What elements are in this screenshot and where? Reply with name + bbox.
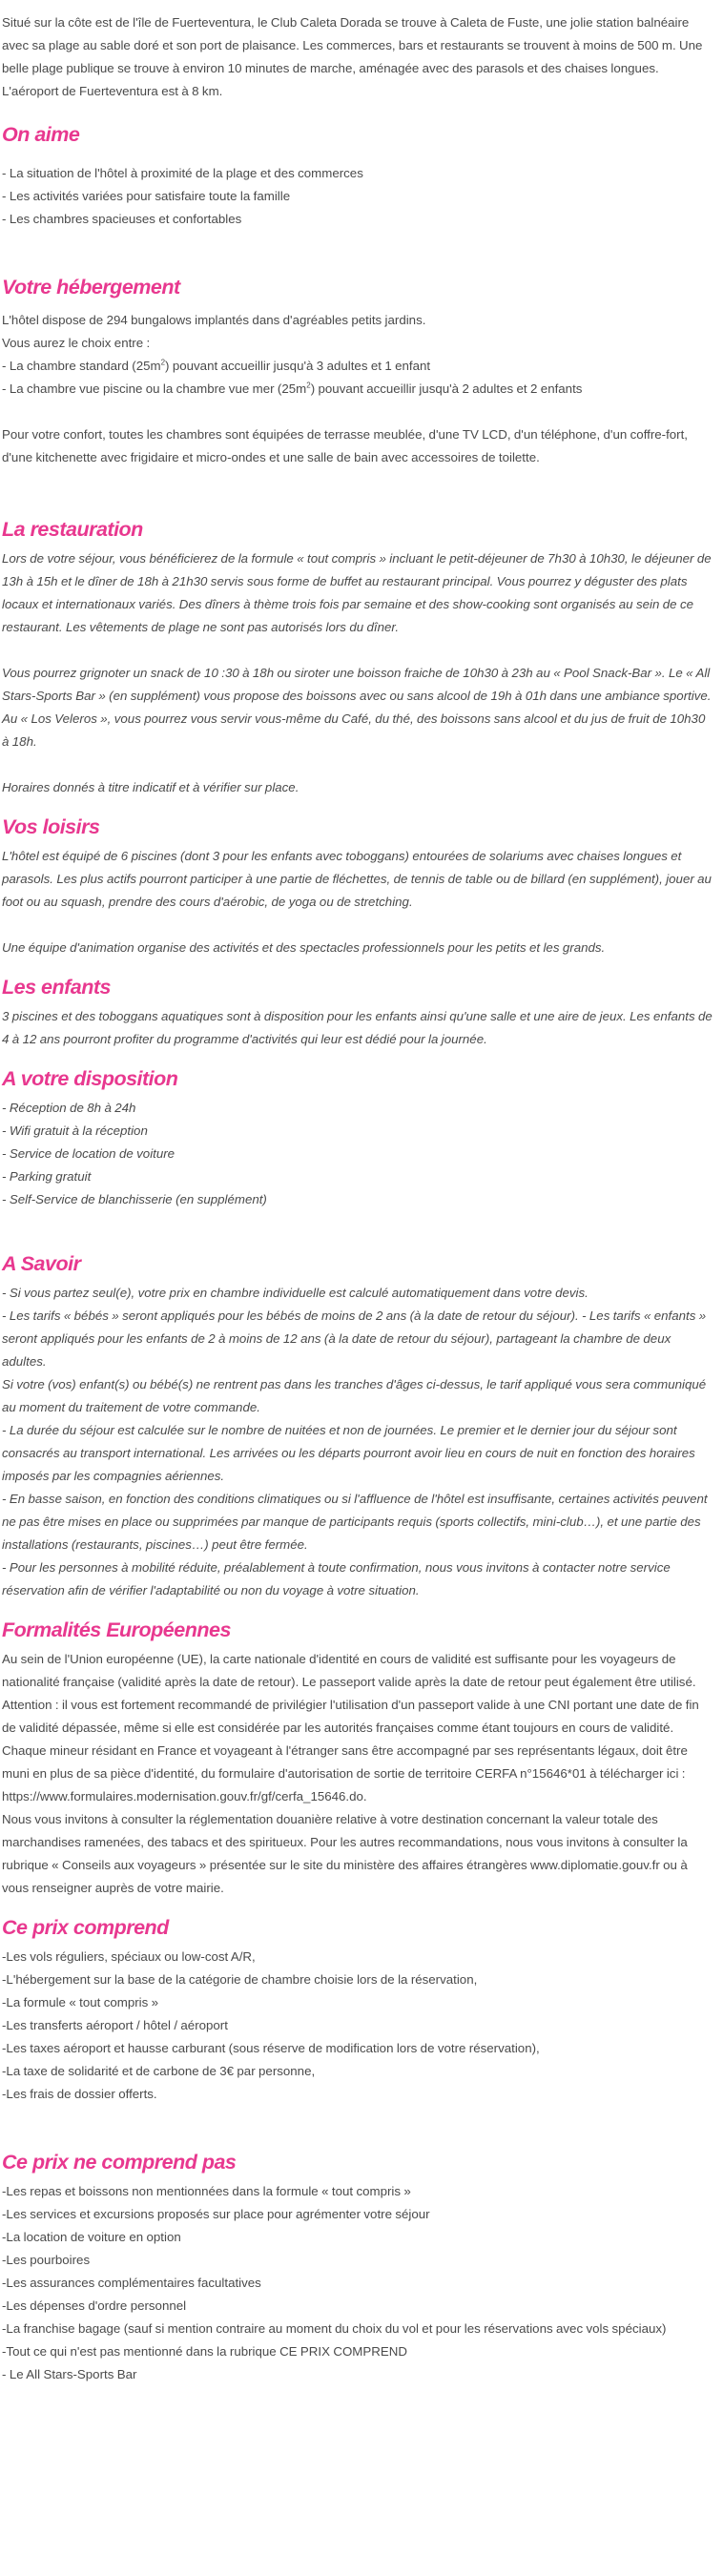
superscript: 2 bbox=[306, 381, 311, 390]
list-item: -Les pourboires bbox=[2, 2253, 91, 2267]
savoir-paragraph: - La durée du séjour est calculée sur le nombre de nuitées et non de journées. Le premier et le dernier jour du séjour sont consacrés au transport international. Les arrivées ou les départs pourront avoir lieu en cours de nuit en fonction des horaires imposés par les compagnies aériennes. bbox=[2, 1423, 695, 1483]
section-title-restauration: La restauration bbox=[2, 518, 143, 541]
savoir-paragraph: Si votre (vos) enfant(s) ou bébé(s) ne rentrent pas dans les tranches d'âges ci-dessus, le tarif appliqué vous sera communiqué au moment du traitement de votre commande. bbox=[2, 1377, 707, 1414]
savoir-paragraph: - Les tarifs « bébés » seront appliqués pour les bébés de moins de 2 ans (à la date de retour du séjour). - Les tarifs « enfants » seront appliqués pour les enfants de 2 à moins de 12 ans (à la date de retour du séjour), partageant la chambre de deux adultes. bbox=[2, 1309, 707, 1369]
intro-paragraph: Situé sur la côte est de l'île de Fuerteventura, le Club Caleta Dorada se trouve à Caleta de Fuste, une jolie station balnéaire avec sa plage au sable doré et son port de plaisance. Les commerces, bars et restaurants se trouvent à moins de 500 m. Une belle plage publique se trouve à environ 10 minutes de marche, aménagée avec des parasols et des chaises longues. L'aéroport de Fuerteventura est à 8 km. bbox=[2, 15, 703, 98]
list-item: - Wifi gratuit à la réception bbox=[2, 1123, 148, 1138]
restauration-note: Horaires donnés à titre indicatif et à vérifier sur place. bbox=[2, 780, 300, 794]
restauration-paragraph: Lors de votre séjour, vous bénéficierez de la formule « tout compris » incluant le petit-déjeuner de 7h30 à 10h30, le déjeuner de 13h à 15h et le dîner de 18h à 21h30 servis sous forme de buffet au restaurant principal. Vous pourrez y déguster des plats locaux et internationaux variés. Des dîners à thème trois fois par semaine et des show-cooking sont organisés au sein de ce restaurant. Les vêtements de plage ne sont pas autorisés lors du dîner. bbox=[2, 551, 712, 634]
list-item: -Les frais de dossier offerts. bbox=[2, 2087, 157, 2101]
list-item: -L'hébergement sur la base de la catégorie de chambre choisie lors de la réservation, bbox=[2, 1972, 478, 1987]
list-item: - Self-Service de blanchisserie (en supplément) bbox=[2, 1192, 267, 1206]
list-item: -Les repas et boissons non mentionnées dans la formule « tout compris » bbox=[2, 2184, 411, 2198]
list-item: - Les activités variées pour satisfaire toute la famille bbox=[2, 189, 291, 203]
section-title-hebergement: Votre hébergement bbox=[2, 276, 180, 299]
list-item: -Les transferts aéroport / hôtel / aéroport bbox=[2, 2018, 228, 2032]
enfants-paragraph: 3 piscines et des toboggans aquatiques sont à disposition pour les enfants ainsi qu'une salle et une aire de jeux. Les enfants de 4 à 12 ans pourront profiter du programme d'activités qui leur est dédié pour la journée. bbox=[2, 1009, 713, 1046]
list-item: - La situation de l'hôtel à proximité de la plage et des commerces bbox=[2, 166, 363, 180]
list-item: -Tout ce qui n'est pas mentionné dans la rubrique CE PRIX COMPREND bbox=[2, 2344, 407, 2359]
formalites-paragraph: Nous vous invitons à consulter la réglementation douanière relative à votre destination concernant la valeur totale des marchandises ramenées, des tabacs et des spiritueux. Pour les autres recommandations, nous vous invitons à consulter la rubrique « Conseils aux voyageurs » présentée sur le site du ministère des affaires étrangères www.diplomatie.gouv.fr ou à vous renseigner auprès de votre mairie. bbox=[2, 1812, 688, 1895]
savoir-paragraph: - En basse saison, en fonction des conditions climatiques ou si l'affluence de l'hôtel est insuffisante, certaines activités peuvent ne pas être mises en place ou supprimées par manque de participants requis (sports collectifs, mini-club…), et une partie des installations (restaurants, piscines…) peut être fermée. bbox=[2, 1492, 708, 1552]
list-item: - Les chambres spacieuses et confortables bbox=[2, 212, 242, 226]
section-title-ne-comprend: Ce prix ne comprend pas bbox=[2, 2151, 237, 2174]
room-standard bbox=[2, 355, 713, 378]
loisirs-paragraph: Une équipe d'animation organise des activités et des spectacles professionnels pour les petits et les grands. bbox=[2, 940, 606, 955]
loisirs-paragraph: L'hôtel est équipé de 6 piscines (dont 3 pour les enfants avec toboggans) entourées de solariums avec chaises longues et parasols. Les plus actifs pourront participer à une partie de fléchettes, de tennis de table ou de billard (en supplément), jouer au foot ou au squash, prendre des cours d'aérobic, de yoga ou de stretching. bbox=[2, 849, 712, 909]
list-item: -Les vols réguliers, spéciaux ou low-cost A/R, bbox=[2, 1949, 256, 1964]
list-item: -La formule « tout compris » bbox=[2, 1995, 159, 2009]
comfort-paragraph: Pour votre confort, toutes les chambres sont équipées de terrasse meublée, d'une TV LCD, d'un téléphone, d'un coffre-fort, d'une kitchenette avec frigidaire et micro-ondes et une salle de bain avec accessoires de toilette. bbox=[2, 427, 688, 464]
section-title-loisirs: Vos loisirs bbox=[2, 815, 100, 838]
restauration-paragraph: Vous pourrez grignoter un snack de 10 :30 à 18h ou siroter une boisson fraiche de 10h30 à 23h au « Pool Snack-Bar ». Le « All Stars-Sports Bar » (en supplément) vous propose des boissons avec ou sans alcool de 19h à 01h dans une ambiance sportive. Au « Los Veleros », vous pourrez vous servir vous-même du Café, du thé, des boissons sans alcool et du jus de fruit de 10h30 à 18h. bbox=[2, 666, 712, 749]
savoir-paragraph: - Si vous partez seul(e), votre prix en chambre individuelle est calculé automatiquement dans votre devis. bbox=[2, 1286, 589, 1300]
room-text: ) pouvant accueillir jusqu'à 2 adultes et 2 enfants bbox=[310, 381, 583, 396]
section-title-savoir: A Savoir bbox=[2, 1252, 81, 1275]
list-item: - Le All Stars-Sports Bar bbox=[2, 2367, 137, 2381]
list-item: -La taxe de solidarité et de carbone de 3€ par personne, bbox=[2, 2064, 316, 2078]
list-item: - Service de location de voiture bbox=[2, 1146, 176, 1161]
section-title-enfants: Les enfants bbox=[2, 976, 111, 999]
section-title-disposition: A votre disposition bbox=[2, 1067, 178, 1090]
section-title-comprend: Ce prix comprend bbox=[2, 1916, 169, 1939]
list-item: -Les taxes aéroport et hausse carburant (sous réserve de modification lors de votre réservation), bbox=[2, 2041, 540, 2055]
list-item: -Les assurances complémentaires facultatives bbox=[2, 2276, 261, 2290]
section-title-formalites: Formalités Européennes bbox=[2, 1618, 231, 1641]
room-view bbox=[2, 378, 713, 401]
list-item: -La location de voiture en option bbox=[2, 2230, 181, 2244]
list-item: -Les services et excursions proposés sur place pour agrémenter votre séjour bbox=[2, 2207, 430, 2221]
hebergement-line: Vous aurez le choix entre : bbox=[2, 336, 151, 350]
room-text: ) pouvant accueillir jusqu'à 3 adultes et 1 enfant bbox=[165, 359, 431, 373]
superscript: 2 bbox=[160, 358, 166, 367]
list-item: - Parking gratuit bbox=[2, 1169, 92, 1184]
list-item: -Les dépenses d'ordre personnel bbox=[2, 2298, 187, 2313]
formalites-paragraph: Au sein de l'Union européenne (UE), la carte nationale d'identité en cours de validité est suffisante pour les voyageurs de nationalité française (validité après la date de retour). Le passeport valide après la date de retour peut également être utilisé. Attention : il vous est fortement recommandé de privilégier l'utilisation d'un passeport valide à une CNI portant une date de fin de validité dépassée, même si elle est considérée par les autorités françaises comme étant toujours en cours de validité. Chaque mineur résidant en France et voyageant à l'étranger sans être accompagné par ses représentants légaux, doit être muni en plus de sa pièce d'identité, du formulaire d'autorisation de sortie de territoire CERFA n°15646*01 à télécharger ici : https://www.formulaires.modernisation.gouv.fr/gf/cerfa_15646.do. bbox=[2, 1652, 699, 1803]
room-text: - La chambre vue piscine ou la chambre vue mer (25m bbox=[2, 381, 307, 396]
hebergement-line: L'hôtel dispose de 294 bungalows implantés dans d'agréables petits jardins. bbox=[2, 313, 426, 327]
savoir-paragraph: - Pour les personnes à mobilité réduite, préalablement à toute confirmation, nous vous invitons à contacter notre service réservation afin de vérifier l'adaptabilité ou non du voyage à votre situation. bbox=[2, 1560, 671, 1597]
section-title-on-aime: On aime bbox=[2, 123, 80, 146]
list-item: -La franchise bagage (sauf si mention contraire au moment du choix du vol et pour les réservations avec vols spéciaux) bbox=[2, 2321, 667, 2336]
list-item: - Réception de 8h à 24h bbox=[2, 1101, 136, 1115]
room-text: - La chambre standard (25m bbox=[2, 359, 161, 373]
